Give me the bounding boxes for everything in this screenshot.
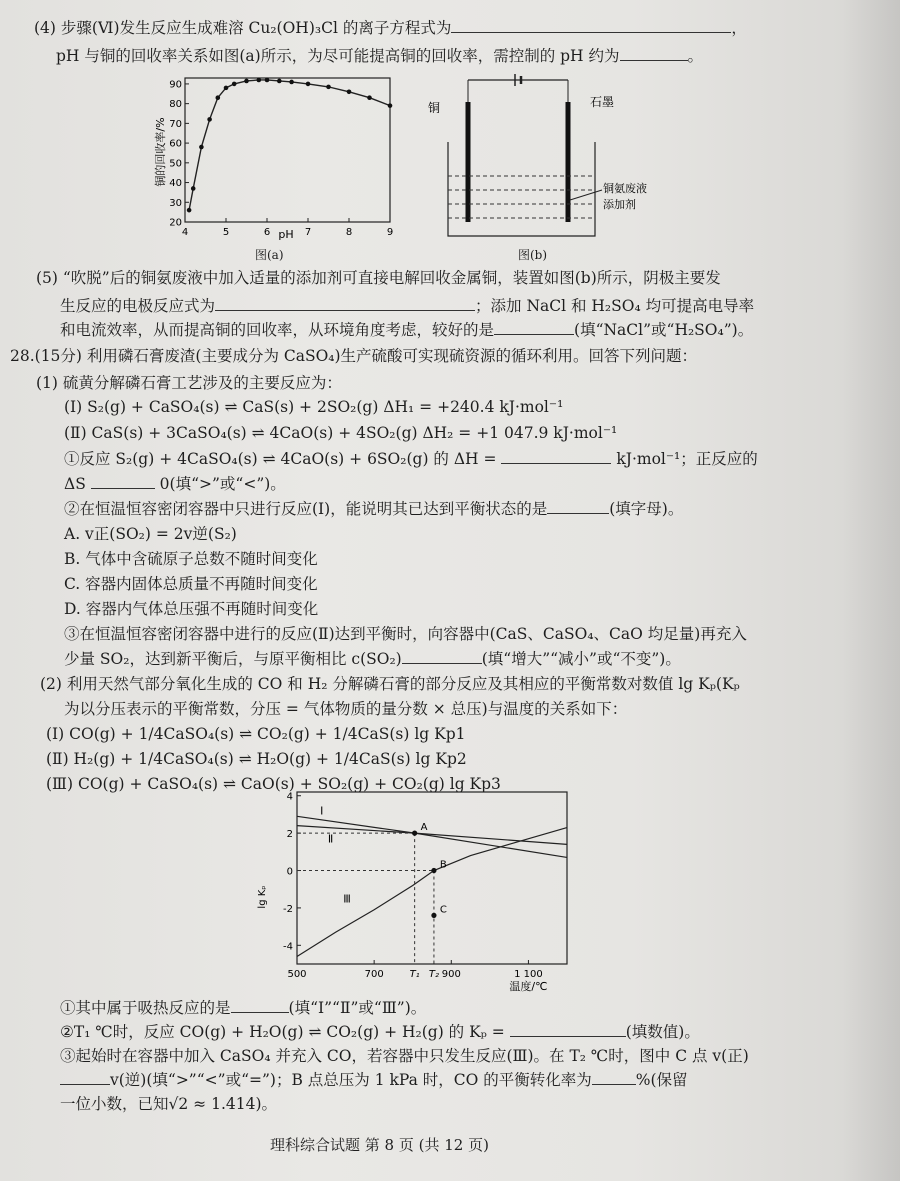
data-point xyxy=(244,79,249,84)
label-copper: 铜 xyxy=(428,101,441,115)
data-point xyxy=(216,95,221,100)
q28-2-q1: ①其中属于吸热反应的是 (填“Ⅰ”“Ⅱ”或“Ⅲ”)。 xyxy=(60,999,427,1017)
lgkp-temperature-chart xyxy=(255,782,585,994)
chart-frame xyxy=(297,792,567,964)
y-tick-label: 80 xyxy=(169,99,182,111)
y-tick-label: 50 xyxy=(169,158,182,170)
chart-series-labels xyxy=(320,804,351,905)
x-tick-label: 5 xyxy=(222,227,230,238)
answer-blank[interactable] xyxy=(231,1012,289,1013)
y-tick-label: -2 xyxy=(283,903,293,915)
q28-2-reaction-1: (Ⅰ) CO(g) + 1/4CaSO₄(s) ⇌ CO₂(g) + 1/4CaS(s) lg Kp1 xyxy=(46,725,466,743)
data-point xyxy=(224,86,229,91)
series-label: Ⅲ xyxy=(343,892,351,906)
chart-series xyxy=(297,816,567,956)
series-line xyxy=(297,816,567,857)
answer-blank[interactable] xyxy=(620,60,688,61)
x-tick-label: 700 xyxy=(364,969,384,980)
answer-blank[interactable] xyxy=(60,1084,110,1085)
data-point xyxy=(347,90,352,95)
data-point xyxy=(187,208,192,213)
series-line xyxy=(297,828,567,957)
option-d[interactable]: D. 容器内气体总压强不再随时间变化 xyxy=(64,600,319,618)
q27-5-line3: 和电流效率，从而提高铜的回收率，从环境角度考虑，较好的是 (填“NaCl”或“H₂SO₄”)。 xyxy=(60,321,754,339)
answer-blank[interactable] xyxy=(402,663,482,664)
q28-2-line2: 为以分压表示的平衡常数，分压 = 气体物质的量分数 × 总压)与温度的关系如下： xyxy=(64,700,628,718)
series-label: Ⅰ xyxy=(320,804,324,818)
answer-blank[interactable] xyxy=(592,1084,636,1085)
answer-blank[interactable] xyxy=(510,1036,626,1037)
q28-2-q3-line3: 一位小数，已知√2 ≈ 1.414)。 xyxy=(60,1095,278,1113)
q27-4-line1: (4) 步骤(Ⅵ)发生反应生成难溶 Cu₂(OH)₃Cl 的离子方程式为 ， xyxy=(34,19,747,37)
option-a[interactable]: A. v正(SO₂) = 2v逆(S₂) xyxy=(64,525,237,543)
label-waste-liquid: 铜氨废液 xyxy=(603,182,647,195)
figure-a-points xyxy=(187,78,392,213)
q27-5-line2: 生反应的电极反应式为 ；添加 NaCl 和 H₂SO₄ 均可提高电导率 xyxy=(60,297,755,315)
q28-1-q2: ②在恒温恒容密闭容器中只进行反应(Ⅰ)，能说明其已达到平衡状态的是 (填字母)。 xyxy=(64,500,684,518)
figure-b-electrolysis xyxy=(420,72,650,262)
x-tick-label: 900 xyxy=(441,969,461,980)
data-point xyxy=(265,78,270,83)
x-tick-label: 7 xyxy=(304,227,312,238)
q28-2-line1: (2) 利用天然气部分氧化生成的 CO 和 H₂ 分解磷石膏的部分反应及其相应的平衡常数对数值 lg Kₚ(Kₚ xyxy=(40,675,740,693)
data-point xyxy=(257,78,262,83)
y-tick-label: 70 xyxy=(169,118,182,130)
point-label: A xyxy=(420,822,428,834)
q28-2-q2: ②T₁ ℃时，反应 CO(g) + H₂O(g) ⇌ CO₂(g) + H₂(g) 的 Kₚ = (填数值)。 xyxy=(60,1023,700,1041)
q28-intro: 28.(15分) 利用磷石膏废渣(主要成分为 CaSO₄)生产硫酸可实现硫资源的循环利用。回答下列问题： xyxy=(10,347,698,365)
chart-guides xyxy=(297,833,434,964)
data-point xyxy=(191,186,196,191)
q27-4-line2: pH 与铜的回收率关系如图(a)所示，为尽可能提高铜的回收率，需控制的 pH 约为 。 xyxy=(56,47,704,65)
y-tick-label: -4 xyxy=(283,941,293,953)
chart-xlabel: 温度/℃ xyxy=(509,980,548,993)
y-tick-label: 60 xyxy=(169,138,182,150)
point-A xyxy=(412,831,417,836)
q28-1-q1-line1: ①反应 S₂(g) + 4CaSO₄(s) ⇌ 4CaO(s) + 6SO₂(g) 的 ΔH = kJ·mol⁻¹；正反应的 xyxy=(64,450,758,468)
point-B xyxy=(431,868,436,873)
q28-2-reaction-2: (Ⅱ) H₂(g) + 1/4CaSO₄(s) ⇌ H₂O(g) + 1/4CaS(s) lg Kp2 xyxy=(46,750,467,768)
x-tick-label: 9 xyxy=(386,227,394,238)
x-tick-label: 500 xyxy=(287,969,307,980)
point-C xyxy=(431,913,436,918)
q28-2-q3-line1: ③起始时在容器中加入 CaSO₄ 并充入 CO，若容器中只发生反应(Ⅲ)。在 T₂ ℃时，图中 C 点 v(正) xyxy=(60,1047,749,1065)
x-tick-label: 8 xyxy=(345,227,353,238)
option-b[interactable]: B. 气体中含硫原子总数不随时间变化 xyxy=(64,550,318,568)
y-tick-label: 40 xyxy=(169,178,182,190)
y-tick-label: 0 xyxy=(286,866,293,878)
chart-y-ticks xyxy=(283,792,301,953)
answer-blank[interactable] xyxy=(91,488,155,489)
q28-1-q3-line1: ③在恒温恒容密闭容器中进行的反应(Ⅱ)达到平衡时，向容器中(CaS、CaSO₄、CaO 均足量)再充入 xyxy=(64,625,747,643)
q28-1-q1-line2: ΔS 0(填“>”或“<”)。 xyxy=(64,475,286,493)
label-graphite: 石墨 xyxy=(590,95,615,109)
q28-reaction-1: (Ⅰ) S₂(g) + CaSO₄(s) ⇌ CaS(s) + 2SO₂(g) ΔH₁ = +240.4 kJ·mol⁻¹ xyxy=(64,398,564,416)
series-label: Ⅱ xyxy=(327,832,334,846)
q27-5-line1: (5) “吹脱”后的铜氨废液中加入适量的添加剂可直接电解回收金属铜，装置如图(b)所示，阴极主要发 xyxy=(36,269,721,287)
x-tick-label: 4 xyxy=(181,227,189,238)
chart-x-ticks xyxy=(287,960,542,980)
option-c[interactable]: C. 容器内固体总质量不再随时间变化 xyxy=(64,575,318,593)
point-label: B xyxy=(439,859,447,871)
answer-blank[interactable] xyxy=(501,463,611,464)
figure-b-caption: 图(b) xyxy=(518,248,548,262)
y-tick-label: 90 xyxy=(169,79,182,91)
q28-2-reaction-3: (Ⅲ) CO(g) + CaSO₄(s) ⇌ CaO(s) + SO₂(g) + CO₂(g) lg Kp3 xyxy=(46,775,501,793)
answer-blank[interactable] xyxy=(451,32,731,33)
q28-2-q3-line2: v(逆)(填“>”“<”或“=”)；B 点总压为 1 kPa 时，CO 的平衡转化率为 %(保留 xyxy=(60,1070,688,1090)
data-point xyxy=(388,103,393,108)
figure-a-xlabel: pH xyxy=(278,228,294,241)
figure-a-ticks xyxy=(169,79,393,238)
data-point xyxy=(277,79,282,84)
series-line xyxy=(297,826,567,845)
point-label: C xyxy=(439,904,447,916)
data-point xyxy=(232,82,237,87)
data-point xyxy=(326,85,331,90)
y-tick-label: 30 xyxy=(169,197,182,209)
data-point xyxy=(306,82,311,87)
answer-blank[interactable] xyxy=(494,334,574,335)
q28-reaction-2: (Ⅱ) CaS(s) + 3CaSO₄(s) ⇌ 4CaO(s) + 4SO₂(g) ΔH₂ = +1 047.9 kJ·mol⁻¹ xyxy=(64,424,618,442)
page-edge-shadow xyxy=(842,0,900,1181)
data-point xyxy=(207,117,212,122)
x-marker-label: T₂ xyxy=(428,969,439,980)
page-footer: 理科综合试题 第 8 页 (共 12 页) xyxy=(270,1136,489,1154)
answer-blank[interactable] xyxy=(215,310,475,311)
y-tick-label: 2 xyxy=(286,829,293,841)
figure-a-ylabel: 铜的回收率/% xyxy=(154,117,167,187)
answer-blank[interactable] xyxy=(547,513,609,514)
chart-ylabel: lg Kₚ xyxy=(257,885,268,909)
data-point xyxy=(199,145,204,150)
data-point xyxy=(367,95,372,100)
x-marker-label: T₁ xyxy=(409,969,420,980)
y-tick-label: 20 xyxy=(169,217,182,229)
figure-a-frame xyxy=(185,78,390,222)
label-additive: 添加剂 xyxy=(603,198,636,211)
x-tick-label: 6 xyxy=(263,227,271,238)
q28-1-title: (1) 硫黄分解磷石膏工艺涉及的主要反应为： xyxy=(36,374,342,392)
q28-1-q3-line2: 少量 SO₂，达到新平衡后，与原平衡相比 c(SO₂) (填“增大”“减小”或“不变”)。 xyxy=(64,650,681,668)
y-tick-label: 4 xyxy=(286,791,293,803)
data-point xyxy=(289,80,294,85)
figure-a-caption: 图(a) xyxy=(255,248,284,262)
x-tick-label: 1 100 xyxy=(514,969,543,980)
figure-a-recovery-curve xyxy=(150,72,400,262)
